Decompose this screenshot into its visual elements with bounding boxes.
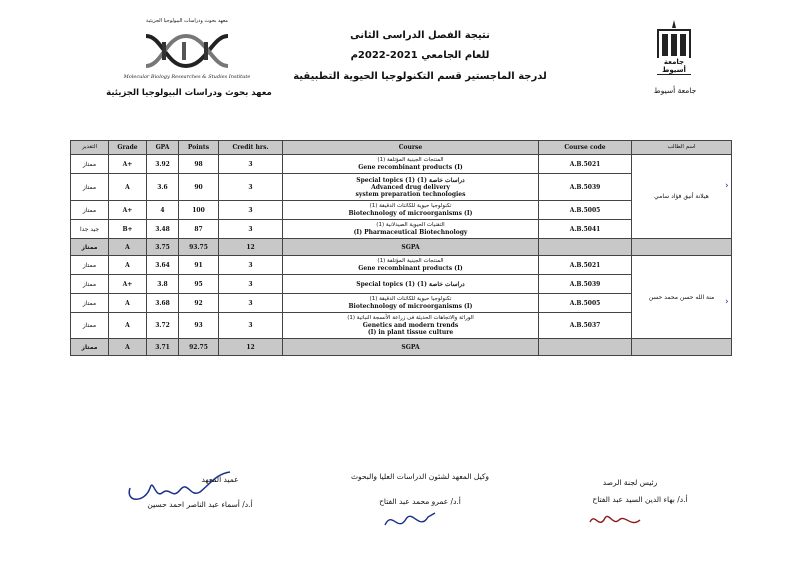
credit-cell: 3 (219, 201, 283, 220)
course-arabic: تكنولوجيا حيوية للكائنات الدقيقة (1) (369, 203, 452, 209)
gpa-cell: 4 (147, 201, 179, 220)
results-table (70, 140, 732, 356)
student-name: هيلانة أنيق فؤاد سامي (654, 193, 709, 200)
gpa-cell: 3.71 (147, 339, 179, 356)
assessment-cell: ممتاز (71, 155, 109, 174)
header-credit: Credit hrs. (219, 141, 283, 155)
dna-logo-icon (142, 28, 232, 74)
academic-year: للعام الجامعي 2021-2022م (350, 50, 490, 61)
header-course-code: Course code (539, 141, 632, 155)
dean-name: أ.د/ أسماء عبد الناصر احمد حسين (147, 500, 253, 509)
course-english: Biotechnology of microorganisms (I) (348, 303, 473, 310)
grade-cell: B+ (109, 220, 147, 239)
header-course: Course (283, 141, 539, 155)
grade-cell: A+ (109, 155, 147, 174)
assessment-cell: جيد جدا (71, 220, 109, 239)
grade-cell: A+ (109, 275, 147, 294)
student-name-cell (632, 256, 732, 339)
course-cell (283, 220, 539, 239)
course-cell (283, 201, 539, 220)
institute-logo-english: Molecular Biology Researches & Studies Institute (123, 74, 251, 80)
course-english: (I) Pharmaceutical Biotechnology (353, 229, 468, 236)
points-cell: 92.75 (179, 339, 219, 356)
course-cell (283, 294, 539, 313)
course-arabic: الوراثة والاتجاهات الحديثة فى زراعة الأنسجة النباتية (1) (347, 315, 474, 321)
course-arabic: التقنيات الحيوية الصيدلانية (1) (376, 222, 445, 228)
university-caption: جامعة أسيوط (653, 86, 697, 95)
empty-cell (539, 339, 632, 356)
gpa-cell: 3.8 (147, 275, 179, 294)
course-arabic: المنتجات الجينية المؤتلفة (1) (377, 157, 444, 163)
committee-head-signature-icon (585, 508, 645, 534)
check-mark-icon: › (725, 181, 729, 191)
credit-cell: 12 (219, 339, 283, 356)
student-name-cell (632, 155, 732, 239)
course-code-cell: A.B.5041 (539, 220, 632, 239)
institute-logo-arabic: معهد بحوث ودراسات البيولوجيا الجزيئية (146, 18, 228, 24)
institute-logo (112, 18, 262, 88)
grade-cell: A+ (109, 201, 147, 220)
credit-cell: 3 (219, 313, 283, 339)
vice-dean-name: أ.د/ عمرو محمد عبد الفتاح (379, 497, 461, 506)
sgpa-label: SGPA (283, 339, 539, 356)
credit-cell: 3 (219, 220, 283, 239)
points-cell: 98 (179, 155, 219, 174)
degree-department: لدرجة الماجستير قسم التكنولوجيا الحيوية التطبيقية (293, 71, 547, 82)
assessment-cell: ممتاز (71, 174, 109, 201)
gpa-cell: 3.64 (147, 256, 179, 275)
gpa-cell: 3.48 (147, 220, 179, 239)
header-grade: Grade (109, 141, 147, 155)
dean-title: عميد المعهد (201, 475, 239, 484)
course-code-cell: A.B.5005 (539, 294, 632, 313)
grade-cell: A (109, 256, 147, 275)
header-student-name: اسم الطالب (632, 141, 732, 155)
course-english: Gene recombinant products (I) (358, 164, 463, 171)
course-code-cell: A.B.5005 (539, 201, 632, 220)
points-cell: 90 (179, 174, 219, 201)
course-cell: Special topics (1) دراسات خاصة (1) (283, 275, 539, 294)
empty-cell (632, 339, 732, 356)
assessment-cell: ممتاز (71, 313, 109, 339)
assessment-cell: ممتاز (71, 294, 109, 313)
credit-cell: 3 (219, 174, 283, 201)
table-header-row (71, 141, 732, 155)
course-code-cell: A.B.5039 (539, 275, 632, 294)
university-logo (652, 18, 696, 78)
grade-cell: A (109, 313, 147, 339)
grade-cell: A (109, 339, 147, 356)
vice-dean-signature-icon (380, 505, 440, 535)
vice-dean-title: وكيل المعهد لشئون الدراسات العليا والبحوث (350, 472, 490, 481)
credit-cell: 3 (219, 275, 283, 294)
points-cell: 100 (179, 201, 219, 220)
points-cell: 93 (179, 313, 219, 339)
course-cell: Special topics (1) دراسات خاصة (1) Advanced drug delivery system preparation technologies (283, 174, 539, 201)
grade-cell: A (109, 294, 147, 313)
grade-cell: A (109, 174, 147, 201)
assessment-cell: ممتاز (71, 239, 109, 256)
assessment-cell: ممتاز (71, 339, 109, 356)
result-title: نتيجة الفصل الدراسى الثانى (350, 30, 490, 41)
course-arabic: المنتجات الجينية المؤتلفة (1) (377, 258, 444, 264)
assessment-cell: ممتاز (71, 256, 109, 275)
course-code-cell: A.B.5039 (539, 174, 632, 201)
empty-cell (539, 239, 632, 256)
points-cell: 91 (179, 256, 219, 275)
course-english: Biotechnology of microorganisms (I) (348, 210, 473, 217)
points-cell: 95 (179, 275, 219, 294)
points-cell: 92 (179, 294, 219, 313)
points-cell: 87 (179, 220, 219, 239)
institute-caption: معهد بحوث ودراسات البيولوجيا الجزيئية (106, 88, 272, 98)
gpa-cell: 3.92 (147, 155, 179, 174)
course-english: Gene recombinant products (I) (358, 265, 463, 272)
credit-cell: 12 (219, 239, 283, 256)
gpa-cell: 3.75 (147, 239, 179, 256)
assessment-cell: ممتاز (71, 275, 109, 294)
sgpa-row (71, 239, 732, 256)
student-name: منة الله حسن محمد حسن (648, 293, 715, 301)
course-arabic: تكنولوجيا حيوية للكائنات الدقيقة (1) (369, 296, 452, 302)
points-cell: 93.75 (179, 239, 219, 256)
header-points: Points (179, 141, 219, 155)
header-assessment: التقدير (71, 141, 109, 155)
course-cell (283, 155, 539, 174)
course-code-cell: A.B.5021 (539, 256, 632, 275)
dean-signature-icon (120, 468, 240, 508)
course-code-cell: A.B.5037 (539, 313, 632, 339)
credit-cell: 3 (219, 256, 283, 275)
course-cell (283, 256, 539, 275)
gpa-cell: 3.68 (147, 294, 179, 313)
table-row (71, 256, 732, 275)
check-mark-icon: › (725, 297, 729, 307)
course-english: Genetics and modern trends (I) in plant tissue culture (362, 322, 459, 336)
committee-head-name: أ.د/ بهاء الدين السيد عبد الفتاح (592, 495, 688, 504)
grade-cell: A (109, 239, 147, 256)
university-logo-text: جامعة أسيوط (656, 58, 692, 74)
gpa-cell: 3.6 (147, 174, 179, 201)
course-cell (283, 313, 539, 339)
gpa-cell: 3.72 (147, 313, 179, 339)
empty-cell (632, 239, 732, 256)
committee-head-title: رئيس لجنة الرصد (602, 478, 658, 487)
credit-cell: 3 (219, 294, 283, 313)
sgpa-row (71, 339, 732, 356)
sgpa-label: SGPA (283, 239, 539, 256)
course-code-cell: A.B.5021 (539, 155, 632, 174)
credit-cell: 3 (219, 155, 283, 174)
header-gpa: GPA (147, 141, 179, 155)
table-row (71, 155, 732, 174)
assessment-cell: ممتاز (71, 201, 109, 220)
